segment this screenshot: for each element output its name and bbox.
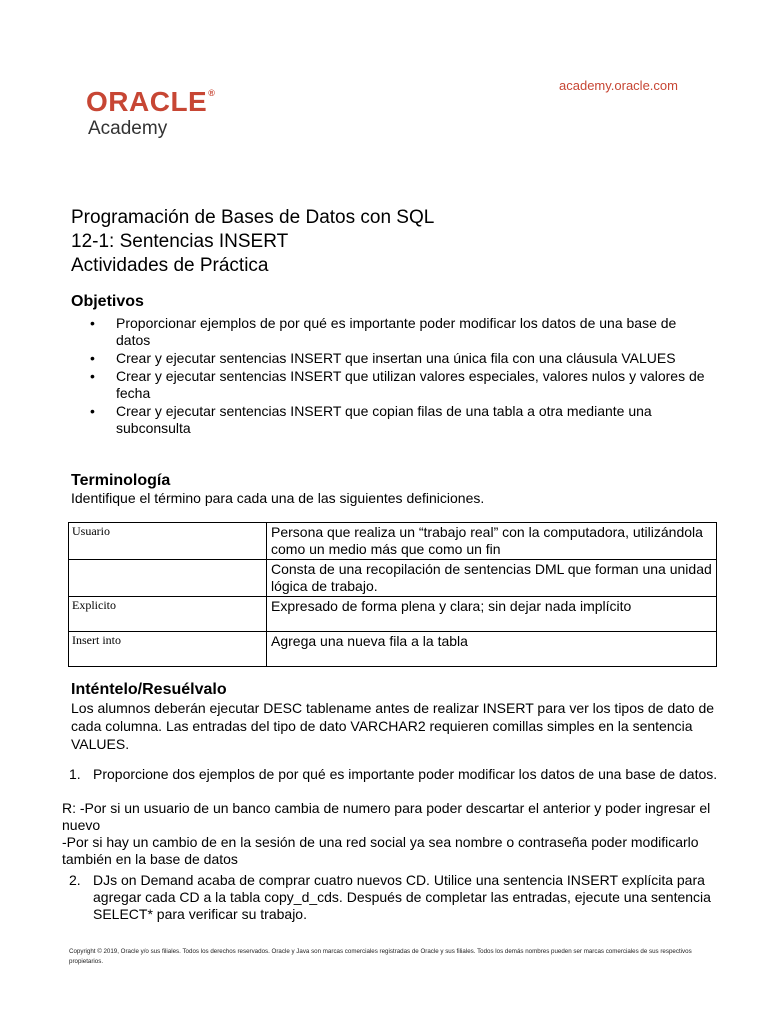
table-row bbox=[69, 523, 717, 560]
answer-line: -Por si hay un cambio de en la sesión de una red social ya sea nombre o contraseña poder modificarlo también en la base de datos bbox=[62, 834, 699, 867]
document-title bbox=[71, 206, 434, 278]
definition-cell: Consta de una recopilación de sentencias DML que forman una unidad lógica de trabajo. bbox=[267, 560, 717, 597]
table-row bbox=[69, 560, 717, 597]
question-item bbox=[62, 766, 722, 783]
objectives-list bbox=[71, 315, 711, 438]
definition-cell: Expresado de forma plena y clara; sin dejar nada implícito bbox=[267, 597, 717, 632]
objective-item: • Crear y ejecutar sentencias INSERT que copian filas de una tabla a otra mediante una subconsulta bbox=[71, 403, 711, 437]
term-cell: Insert into bbox=[69, 632, 267, 667]
question-text: DJs on Demand acaba de comprar cuatro nuevos CD. Utilice una sentencia INSERT explícita para agregar cada CD a la tabla copy_d_cds. Después de completar las entradas, ejecute una sentencia SELECT* para verificar su trabajo. bbox=[93, 872, 711, 922]
term-cell bbox=[69, 560, 267, 597]
oracle-logo bbox=[86, 88, 214, 116]
table-row bbox=[69, 632, 717, 667]
question-number: 1. bbox=[69, 766, 81, 782]
definition-cell: Persona que realiza un “trabajo real” con la computadora, utilizándola como un medio más que como un fin bbox=[267, 523, 717, 560]
table-row bbox=[69, 597, 717, 632]
try-it-heading: Inténtelo/Resuélvalo bbox=[71, 681, 227, 698]
question-list bbox=[62, 872, 722, 923]
logo-academy-text: Academy bbox=[88, 118, 168, 139]
term-cell: Explicito bbox=[69, 597, 267, 632]
terminology-intro: Identifique el término para cada una de las siguientes definiciones. bbox=[71, 490, 485, 506]
terminology-table bbox=[68, 522, 717, 667]
answer-line: R: -Por si un usuario de un banco cambia de numero para poder descartar el anterior y poder ingresar el nuevo bbox=[62, 800, 711, 833]
title-course: Programación de Bases de Datos con SQL bbox=[71, 207, 435, 228]
terminology-heading: Terminología bbox=[71, 472, 171, 489]
try-it-paragraph: Los alumnos deberán ejecutar DESC tablename antes de realizar INSERT para ver los tipos de dato de cada columna. Las entradas del tipo de dato VARCHAR2 requieren comillas simples en la sentencia VALUES. bbox=[71, 700, 715, 752]
site-url-link[interactable]: academy.oracle.com bbox=[559, 78, 678, 93]
answer-block bbox=[62, 800, 732, 868]
title-lesson: 12-1: Sentencias INSERT bbox=[71, 231, 289, 252]
definition-cell: Agrega una nueva fila a la tabla bbox=[267, 632, 717, 667]
question-item bbox=[62, 872, 722, 923]
logo-word: ORACLE bbox=[86, 86, 208, 117]
logo-registered-mark: ® bbox=[208, 88, 216, 98]
question-number: 2. bbox=[69, 872, 81, 888]
objectives-heading: Objetivos bbox=[71, 293, 144, 310]
title-activity: Actividades de Práctica bbox=[71, 255, 269, 276]
objective-item: • Crear y ejecutar sentencias INSERT que utilizan valores especiales, valores nulos y valores de fecha bbox=[71, 368, 711, 402]
question-list bbox=[62, 766, 722, 783]
objective-item: • Crear y ejecutar sentencias INSERT que insertan una única fila con una cláusula VALUES bbox=[71, 350, 711, 367]
copyright-footer: Copyright © 2019, Oracle y/o sus filiales. Todos los derechos reservados. Oracle y Java son marcas comerciales registradas de Oracle y sus filiales. Todos los demás nombres pueden ser marcas comerciales de sus respectivos propietarios. bbox=[69, 948, 692, 965]
term-cell: Usuario bbox=[69, 523, 267, 560]
question-text: Proporcione dos ejemplos de por qué es importante poder modificar los datos de una base de datos. bbox=[93, 766, 718, 782]
objective-item: • Proporcionar ejemplos de por qué es importante poder modificar los datos de una base de datos bbox=[71, 315, 711, 349]
